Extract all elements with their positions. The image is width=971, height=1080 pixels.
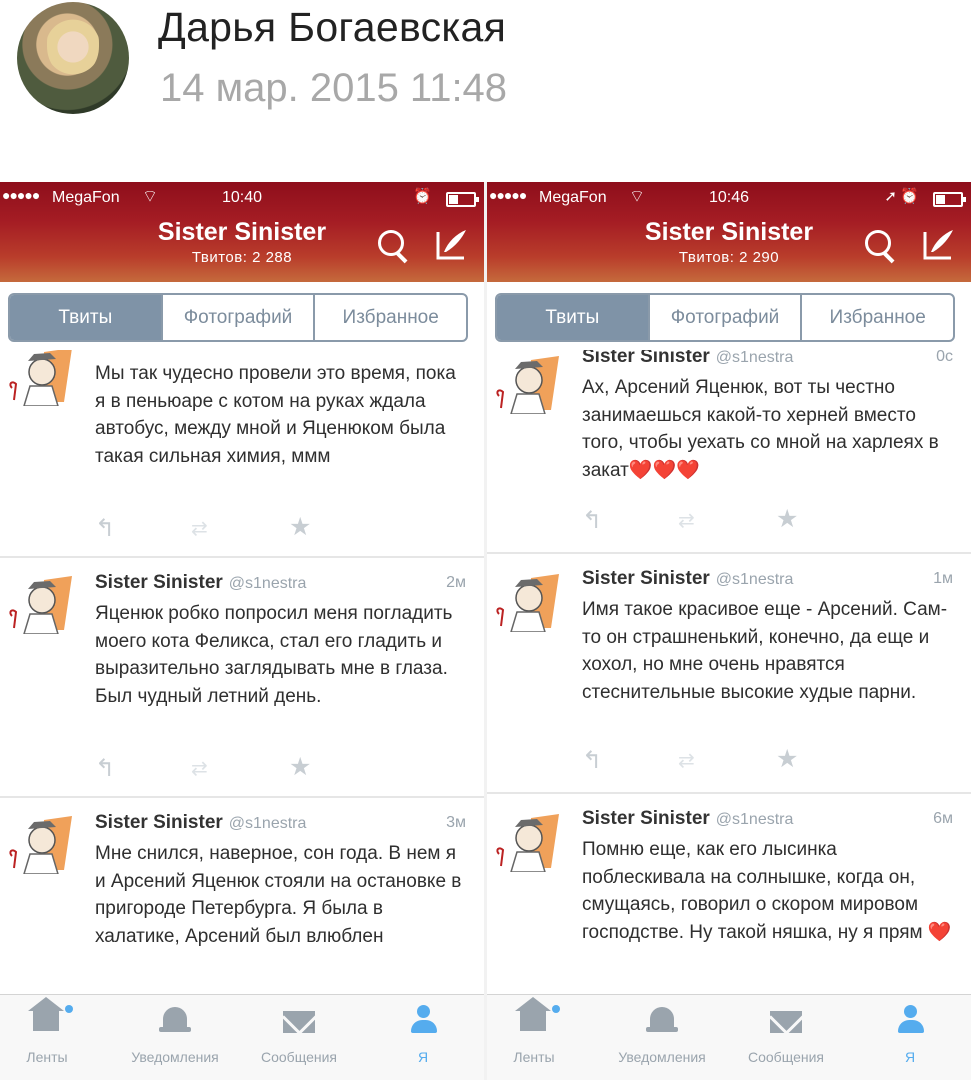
tweet-avatar[interactable] <box>493 810 567 872</box>
status-bar <box>487 186 971 212</box>
tweet-actions <box>95 754 355 780</box>
profile-title: Sister Sinister <box>157 218 327 246</box>
tweet-time: 6м <box>933 810 953 827</box>
author-avatar[interactable] <box>17 2 129 114</box>
profile-header <box>487 182 971 282</box>
bell-icon <box>163 1007 187 1031</box>
tweet-avatar[interactable] <box>493 352 567 414</box>
profile-tabs <box>495 293 955 342</box>
bottom-tab-bar <box>487 994 971 1080</box>
status-time: 10:40 <box>221 189 263 206</box>
nav-me[interactable] <box>368 1003 478 1065</box>
carrier-name: MegaFon <box>52 189 120 206</box>
tweet-actions <box>582 506 842 532</box>
retweet-icon[interactable]: ⇄ <box>678 750 695 772</box>
tab-favorites[interactable]: Избранное <box>829 306 926 328</box>
tweet-handle: @s1nestra <box>715 571 794 588</box>
alarm-icon: ⏰ <box>413 188 432 205</box>
tweet-time: 0с <box>936 350 953 365</box>
nav-messages[interactable] <box>244 1003 354 1065</box>
tab-tweets[interactable]: Твиты <box>497 295 650 340</box>
reply-icon[interactable]: ↰ <box>582 747 603 774</box>
retweet-icon[interactable]: ⇄ <box>678 510 695 532</box>
status-time: 10:46 <box>708 189 750 206</box>
nav-messages[interactable] <box>731 1003 841 1065</box>
left-screenshot <box>0 182 484 1080</box>
tweet-feed <box>0 350 484 990</box>
tweet-count: Твитов: 2 290 <box>678 249 780 266</box>
profile-tabs <box>8 293 468 342</box>
search-icon[interactable] <box>378 230 404 256</box>
unread-dot <box>552 1005 560 1013</box>
signal-icon: ●●●●● <box>489 187 527 203</box>
post-date[interactable]: 14 мар. 2015 11:48 <box>160 66 508 110</box>
tweet[interactable] <box>487 552 971 794</box>
tweet-time: 2м <box>446 574 466 591</box>
profile-title: Sister Sinister <box>644 218 814 246</box>
tweet-avatar[interactable] <box>6 572 80 634</box>
retweet-icon[interactable]: ⇄ <box>191 758 208 780</box>
bottom-tab-bar <box>0 994 484 1080</box>
tweet-count: Твитов: 2 288 <box>191 249 293 266</box>
profile-header <box>0 182 484 282</box>
nav-label: Я <box>417 1049 429 1065</box>
signal-icon: ●●●●● <box>2 187 40 203</box>
reply-icon[interactable]: ↰ <box>95 515 116 542</box>
tweet-actions <box>95 514 355 540</box>
envelope-icon <box>770 1011 802 1033</box>
bell-icon <box>650 1007 674 1031</box>
nav-notifications[interactable] <box>120 1003 230 1065</box>
tab-photos[interactable]: Фотографий <box>163 295 316 340</box>
tweet-text: Имя такое красивое еще - Арсений. Сам-то он страшненький, конечно, да еще и хохол, но мне очень нравятся стеснительные высокие худые парни. <box>582 599 948 703</box>
nav-label: Уведомления <box>618 1049 706 1065</box>
tweet-avatar[interactable] <box>6 812 80 874</box>
search-icon[interactable] <box>865 230 891 256</box>
alarm-icon: ⏰ <box>900 188 919 205</box>
tweet-handle: @s1nestra <box>228 575 307 592</box>
tweet-text: Мы так чудесно провели это время, пока я в пеньюаре с котом на руках ждала автобус, между мной и Яценюком была такая сильная химия, ммм <box>95 363 456 467</box>
tweet[interactable] <box>487 792 971 990</box>
reply-icon[interactable]: ↰ <box>582 507 603 534</box>
favorite-icon[interactable]: ★ <box>289 513 312 541</box>
tweet-handle: @s1nestra <box>715 350 794 366</box>
compose-icon[interactable] <box>919 228 957 262</box>
compose-icon[interactable] <box>432 228 470 262</box>
retweet-icon[interactable]: ⇄ <box>191 518 208 540</box>
nav-me[interactable] <box>855 1003 965 1065</box>
tweet-author[interactable]: Sister Sinister @s1nestra <box>582 808 794 829</box>
nav-notifications[interactable] <box>607 1003 717 1065</box>
location-icon: ➚ <box>884 188 897 205</box>
tweet-avatar[interactable] <box>493 570 567 632</box>
post-header <box>0 0 971 182</box>
favorite-icon[interactable]: ★ <box>776 745 799 773</box>
tweet-feed <box>487 350 971 990</box>
tweet-time: 3м <box>446 814 466 831</box>
favorite-icon[interactable]: ★ <box>776 505 799 533</box>
nav-label: Сообщения <box>261 1049 337 1065</box>
reply-icon[interactable]: ↰ <box>95 755 116 782</box>
tweet-author[interactable]: Sister Sinister @s1nestra <box>95 572 307 593</box>
nav-label: Я <box>904 1049 916 1065</box>
tweet-text: Помню еще, как его лысинка поблескивала на солнышке, когда он, смущаясь, говорил о скором мировом господстве. Ну такой няшка, ну я прям ❤️ <box>582 839 952 943</box>
favorite-icon[interactable]: ★ <box>289 753 312 781</box>
tweet-handle: @s1nestra <box>715 811 794 828</box>
tweet[interactable] <box>0 556 484 798</box>
tweet[interactable] <box>0 350 484 558</box>
battery-icon <box>446 192 476 207</box>
nav-label: Ленты <box>26 1049 68 1065</box>
tab-tweets[interactable]: Твиты <box>10 295 163 340</box>
tab-favorites[interactable]: Избранное <box>342 306 439 328</box>
carrier-name: MegaFon <box>539 189 607 206</box>
home-icon <box>520 1011 546 1031</box>
tweet-author[interactable]: Sister Sinister @s1nestra <box>582 350 794 367</box>
nav-label: Ленты <box>513 1049 555 1065</box>
unread-dot <box>65 1005 73 1013</box>
tweet-actions <box>582 746 842 772</box>
person-icon <box>898 1005 922 1029</box>
tweet-author[interactable]: Sister Sinister @s1nestra <box>582 568 794 589</box>
nav-label: Сообщения <box>748 1049 824 1065</box>
tab-photos[interactable]: Фотографий <box>650 295 803 340</box>
home-icon <box>33 1011 59 1031</box>
tweet-time: 1м <box>933 570 953 587</box>
nav-timelines[interactable] <box>0 1003 102 1065</box>
tweet-text: Мне снился, наверное, сон года. В нем я и Арсений Яценюк стояли на остановке в пригороде Петербурга. Я была в халатике, Арсений был влюблен <box>95 843 462 947</box>
nav-label: Уведомления <box>131 1049 219 1065</box>
tweet-text: Яценюк робко попросил меня погладить моего кота Феликса, стал его гладить и выразительно заглядывать мне в глаза. Был чудный летний день. <box>95 603 453 707</box>
post-author[interactable]: Дарья Богаевская <box>158 4 507 50</box>
tweet[interactable] <box>0 796 484 990</box>
person-icon <box>411 1005 435 1029</box>
status-bar <box>0 186 484 212</box>
tweet-text: Ах, Арсений Яценюк, вот ты честно занимаешься какой-то херней вместо того, чтобы уехать со мной на харлеях в закат❤️❤️❤️ <box>582 377 939 481</box>
nav-timelines[interactable] <box>487 1003 589 1065</box>
wifi-icon: ⌔ <box>142 187 158 206</box>
tweet[interactable] <box>487 350 971 554</box>
tweet-avatar[interactable] <box>6 350 80 406</box>
wifi-icon: ⌔ <box>629 187 645 206</box>
tweet-handle: @s1nestra <box>228 815 307 832</box>
tweet-author[interactable]: Sister Sinister @s1nestra <box>95 812 307 833</box>
right-screenshot <box>487 182 971 1080</box>
envelope-icon <box>283 1011 315 1033</box>
battery-icon <box>933 192 963 207</box>
